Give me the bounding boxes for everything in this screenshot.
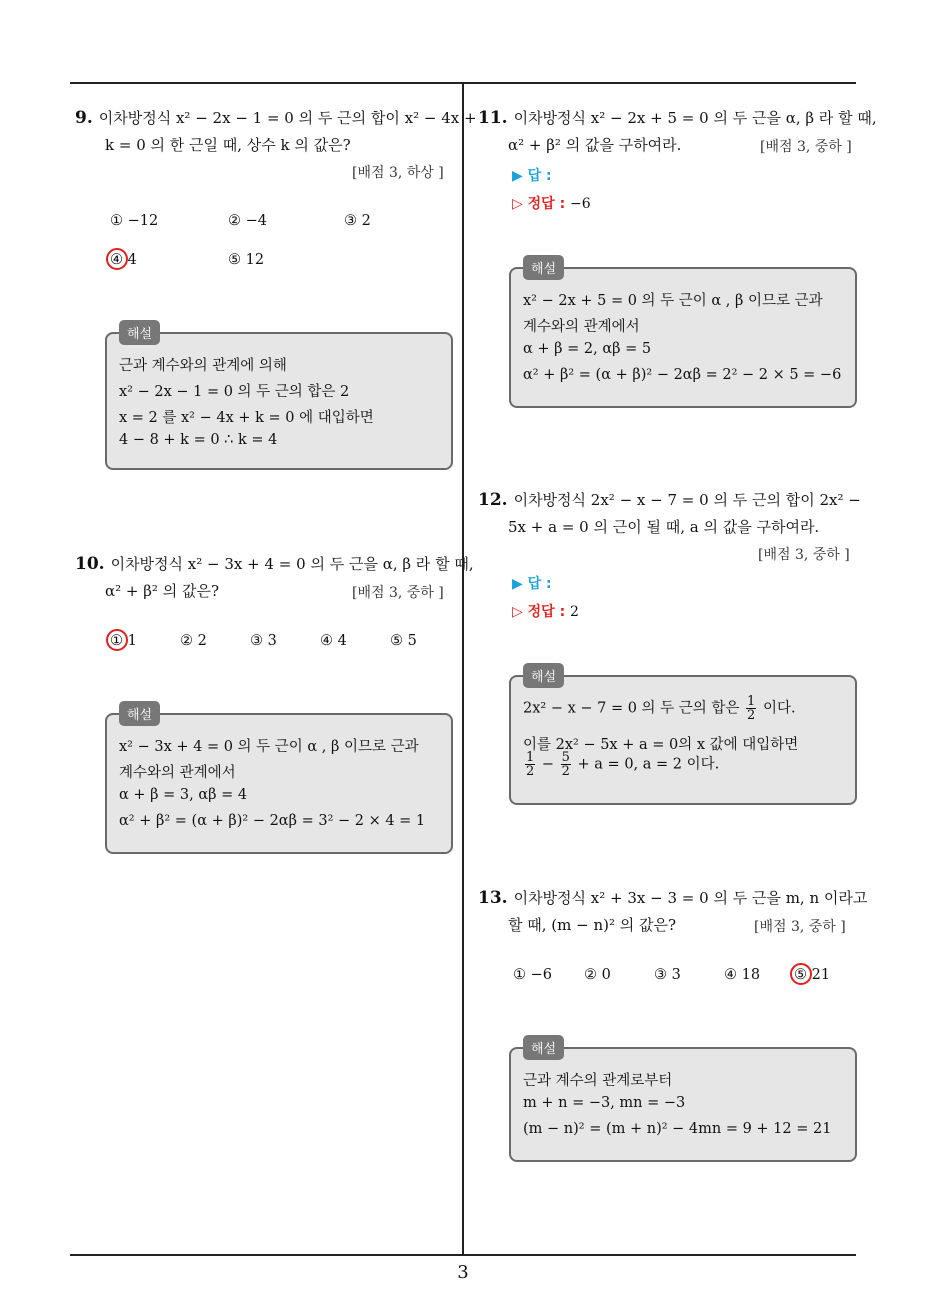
- explanation-line: x² − 3x + 4 = 0 의 두 근이 α , β 이므로 근과: [119, 739, 419, 755]
- explanation-line: m + n = −3, mn = −3: [523, 1095, 686, 1111]
- question-text: k = 0 의 한 근일 때, 상수 k 의 값은?: [105, 136, 351, 154]
- question-text: 이차방정식 x² − 3x + 4 = 0 의 두 근을 α, β 라 할 때,: [110, 555, 474, 573]
- explanation-line: α + β = 2, αβ = 5: [523, 341, 652, 357]
- page-number: 3: [457, 1262, 469, 1283]
- question-number: 11.: [478, 108, 508, 128]
- choice-4[interactable]: ④ 18: [724, 967, 761, 983]
- correct-answer: [512, 193, 591, 213]
- answer-mark-circle: [790, 963, 812, 985]
- explanation-tag: 해설: [119, 320, 160, 345]
- question-text: 5x + a = 0 의 근이 될 때, a 의 값을 구하여라.: [508, 518, 820, 536]
- explanation-line: [523, 695, 796, 722]
- question-number: 9.: [75, 108, 93, 128]
- explanation-line: x² − 2x + 5 = 0 의 두 근이 α , β 이므로 근과: [523, 293, 823, 309]
- explanation-box: [105, 327, 453, 470]
- explanation-tag: 해설: [523, 255, 564, 280]
- fraction-denominator: 2: [561, 764, 570, 779]
- question-9: [75, 105, 477, 159]
- choice-1[interactable]: ① −12: [110, 213, 159, 229]
- choice-1[interactable]: ① 1: [110, 633, 137, 649]
- question-number: 10.: [75, 554, 105, 574]
- choice-3[interactable]: ③ 2: [344, 213, 371, 229]
- choice-5[interactable]: ⑤ 21: [794, 967, 831, 983]
- fraction-denominator: 2: [526, 764, 535, 779]
- score-label: [배점 3, 중하 ]: [758, 547, 850, 563]
- explanation-line: α + β = 3, αβ = 4: [119, 787, 248, 803]
- question-text: α² + β² 의 값은?: [105, 582, 219, 600]
- choice-4[interactable]: ④ 4: [110, 252, 137, 268]
- correct-answer-value: −6: [570, 196, 591, 212]
- choice-2[interactable]: ② −4: [228, 213, 267, 229]
- bottom-rule: [70, 1254, 856, 1256]
- question-number: 12.: [478, 490, 508, 510]
- choice-4[interactable]: ④ 4: [320, 633, 347, 649]
- question-text: 이차방정식 x² + 3x − 3 = 0 의 두 근을 m, n 이라고: [513, 889, 868, 907]
- explanation-line: 이를 2x² − 5x + a = 0의 x 값에 대입하면: [523, 737, 799, 753]
- fraction: [746, 695, 756, 722]
- explanation-line: (m − n)² = (m + n)² − 4mn = 9 + 12 = 21: [523, 1121, 832, 1137]
- explanation-line: 계수와의 관계에서: [119, 765, 236, 781]
- answer-field[interactable]: ▶ 답 :: [512, 576, 552, 592]
- explanation-line: x = 2 를 x² − 4x + k = 0 에 대입하면: [119, 410, 374, 426]
- explanation-box: [509, 670, 857, 805]
- score-label: [배점 3, 중하 ]: [760, 139, 852, 155]
- answer-field[interactable]: ▶ 답 :: [512, 168, 552, 184]
- explanation-text: 2x² − x − 7 = 0 의 두 근의 합은: [523, 700, 740, 717]
- explanation-tag: 해설: [523, 663, 564, 688]
- answer-mark-circle: [106, 629, 128, 651]
- explanation-box: [105, 708, 453, 854]
- fraction-denominator: 2: [747, 708, 756, 723]
- explanation-tag: 해설: [523, 1035, 564, 1060]
- explanation-line: x² − 2x − 1 = 0 의 두 근의 합은 2: [119, 384, 350, 400]
- correct-answer-label: ▷ 정답 :: [512, 196, 566, 212]
- explanation-line: 근과 계수와의 관계에 의해: [119, 358, 287, 374]
- choice-1[interactable]: ① −6: [513, 967, 552, 983]
- question-text: 이차방정식 2x² − x − 7 = 0 의 두 근의 합이 2x² −: [513, 491, 861, 509]
- question-text: 이차방정식 x² − 2x − 1 = 0 의 두 근의 합이 x² − 4x +: [98, 109, 477, 127]
- choice-3[interactable]: ③ 3: [654, 967, 681, 983]
- column-divider: [462, 83, 464, 1255]
- explanation-line: 계수와의 관계에서: [523, 319, 640, 335]
- question-12: [478, 487, 861, 541]
- correct-answer-value: 2: [570, 604, 579, 620]
- question-text: 할 때, (m − n)² 의 값은?: [508, 916, 677, 934]
- fraction-numerator: 1: [526, 750, 535, 765]
- explanation-box: [509, 262, 857, 408]
- correct-answer-label: ▷ 정답 :: [512, 604, 566, 620]
- correct-answer: [512, 601, 579, 621]
- explanation-line: α² + β² = (α + β)² − 2αβ = 3² − 2 × 4 = 1: [119, 813, 426, 829]
- choice-5[interactable]: ⑤ 12: [228, 252, 265, 268]
- fraction-numerator: 1: [747, 694, 756, 709]
- score-label: [배점 3, 하상 ]: [352, 165, 444, 181]
- answer-mark-circle: [106, 248, 128, 270]
- fraction: [561, 751, 571, 778]
- question-text: α² + β² 의 값을 구하여라.: [508, 136, 682, 154]
- score-label: [배점 3, 중하 ]: [754, 919, 846, 935]
- choice-2[interactable]: ② 2: [180, 633, 207, 649]
- explanation-text: −: [541, 756, 555, 773]
- question-text: 이차방정식 x² − 2x + 5 = 0 의 두 근을 α, β 라 할 때,: [513, 109, 877, 127]
- explanation-line: 근과 계수의 관계로부터: [523, 1073, 673, 1089]
- explanation-tag: 해설: [119, 701, 160, 726]
- score-label: [배점 3, 중하 ]: [352, 585, 444, 601]
- fraction-numerator: 5: [561, 750, 570, 765]
- question-number: 13.: [478, 888, 508, 908]
- explanation-text: 이다.: [762, 700, 796, 717]
- fraction: [525, 751, 535, 778]
- explanation-line: α² + β² = (α + β)² − 2αβ = 2² − 2 × 5 = −6: [523, 367, 842, 383]
- explanation-line: 4 − 8 + k = 0 ∴ k = 4: [119, 432, 278, 448]
- explanation-line: [523, 751, 719, 778]
- choice-5[interactable]: ⑤ 5: [390, 633, 417, 649]
- explanation-box: [509, 1042, 857, 1162]
- choice-2[interactable]: ② 0: [584, 967, 611, 983]
- explanation-text: + a = 0, a = 2 이다.: [577, 756, 720, 773]
- choice-3[interactable]: ③ 3: [250, 633, 277, 649]
